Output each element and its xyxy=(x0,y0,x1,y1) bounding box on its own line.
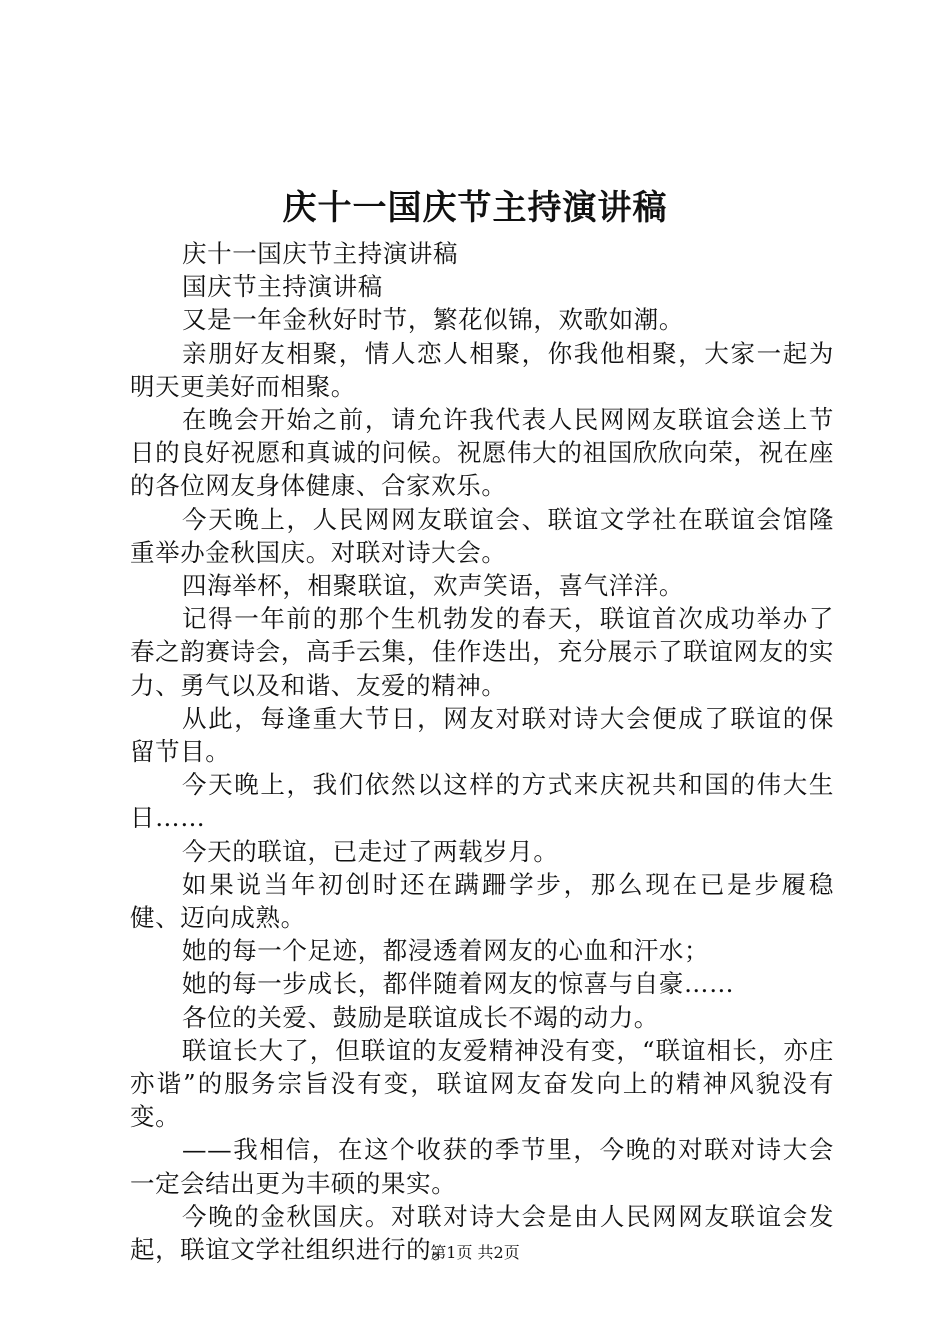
page-number-footer: 第1页 共2页 xyxy=(430,1243,520,1262)
paragraph: 亲朋好友相聚，情人恋人相聚，你我他相聚，大家一起为明天更美好而相聚。 xyxy=(130,338,834,401)
paragraph: ——我相信，在这个收获的季节里，今晚的对联对诗大会一定会结出更为丰硕的果实。 xyxy=(130,1135,834,1198)
document-body xyxy=(130,237,834,1266)
paragraph: 今天的联谊，已走过了两载岁月。 xyxy=(182,836,559,866)
document-title: 庆十一国庆节主持演讲稿 xyxy=(282,188,668,228)
paragraph: 如果说当年初创时还在蹒跚学步，那么现在已是步履稳健、迈向成熟。 xyxy=(130,869,834,933)
paragraph: 各位的关爱、鼓励是联谊成长不竭的动力。 xyxy=(182,1002,659,1032)
paragraph: 又是一年金秋好时节，繁花似锦，欢歌如潮。 xyxy=(182,305,684,335)
paragraph: 记得一年前的那个生机勃发的春天，联谊首次成功举办了春之韵赛诗会，高手云集，佳作迭出，充分展示了联谊网友的实力、勇气以及和谐、友爱的精神。 xyxy=(130,604,834,700)
paragraph: 她的每一个足迹，都浸透着网友的心血和汗水； xyxy=(182,936,710,966)
paragraph: 今天晚上，人民网网友联谊会、联谊文学社在联谊会馆隆重举办金秋国庆。对联对诗大会。 xyxy=(130,504,834,567)
paragraph: 今晚的金秋国庆。对联对诗大会是由人民网网友联谊会发起，联谊文学社组织进行的。 xyxy=(130,1201,834,1265)
paragraph: 在晚会开始之前，请允许我代表人民网网友联谊会送上节日的良好祝愿和真诚的问候。祝愿伟大的祖国欣欣向荣，祝在座的各位网友身体健康、合家欢乐。 xyxy=(130,405,834,501)
paragraph: 她的每一步成长，都伴随着网友的惊喜与自豪…… xyxy=(182,969,735,999)
paragraph: 联谊长大了，但联谊的友爱精神没有变，“联谊相长，亦庄亦谐”的服务宗旨没有变，联谊网友奋发向上的精神风貌没有变。 xyxy=(130,1035,834,1132)
paragraph: 从此，每逢重大节日，网友对联对诗大会便成了联谊的保留节目。 xyxy=(130,703,834,767)
paragraph: 国庆节主持演讲稿 xyxy=(182,272,383,302)
paragraph: 庆十一国庆节主持演讲稿 xyxy=(182,239,459,268)
paragraph: 四海举杯，相聚联谊，欢声笑语，喜气洋洋。 xyxy=(182,571,684,601)
paragraph: 今天晚上，我们依然以这样的方式来庆祝共和国的伟大生日…… xyxy=(130,770,834,833)
